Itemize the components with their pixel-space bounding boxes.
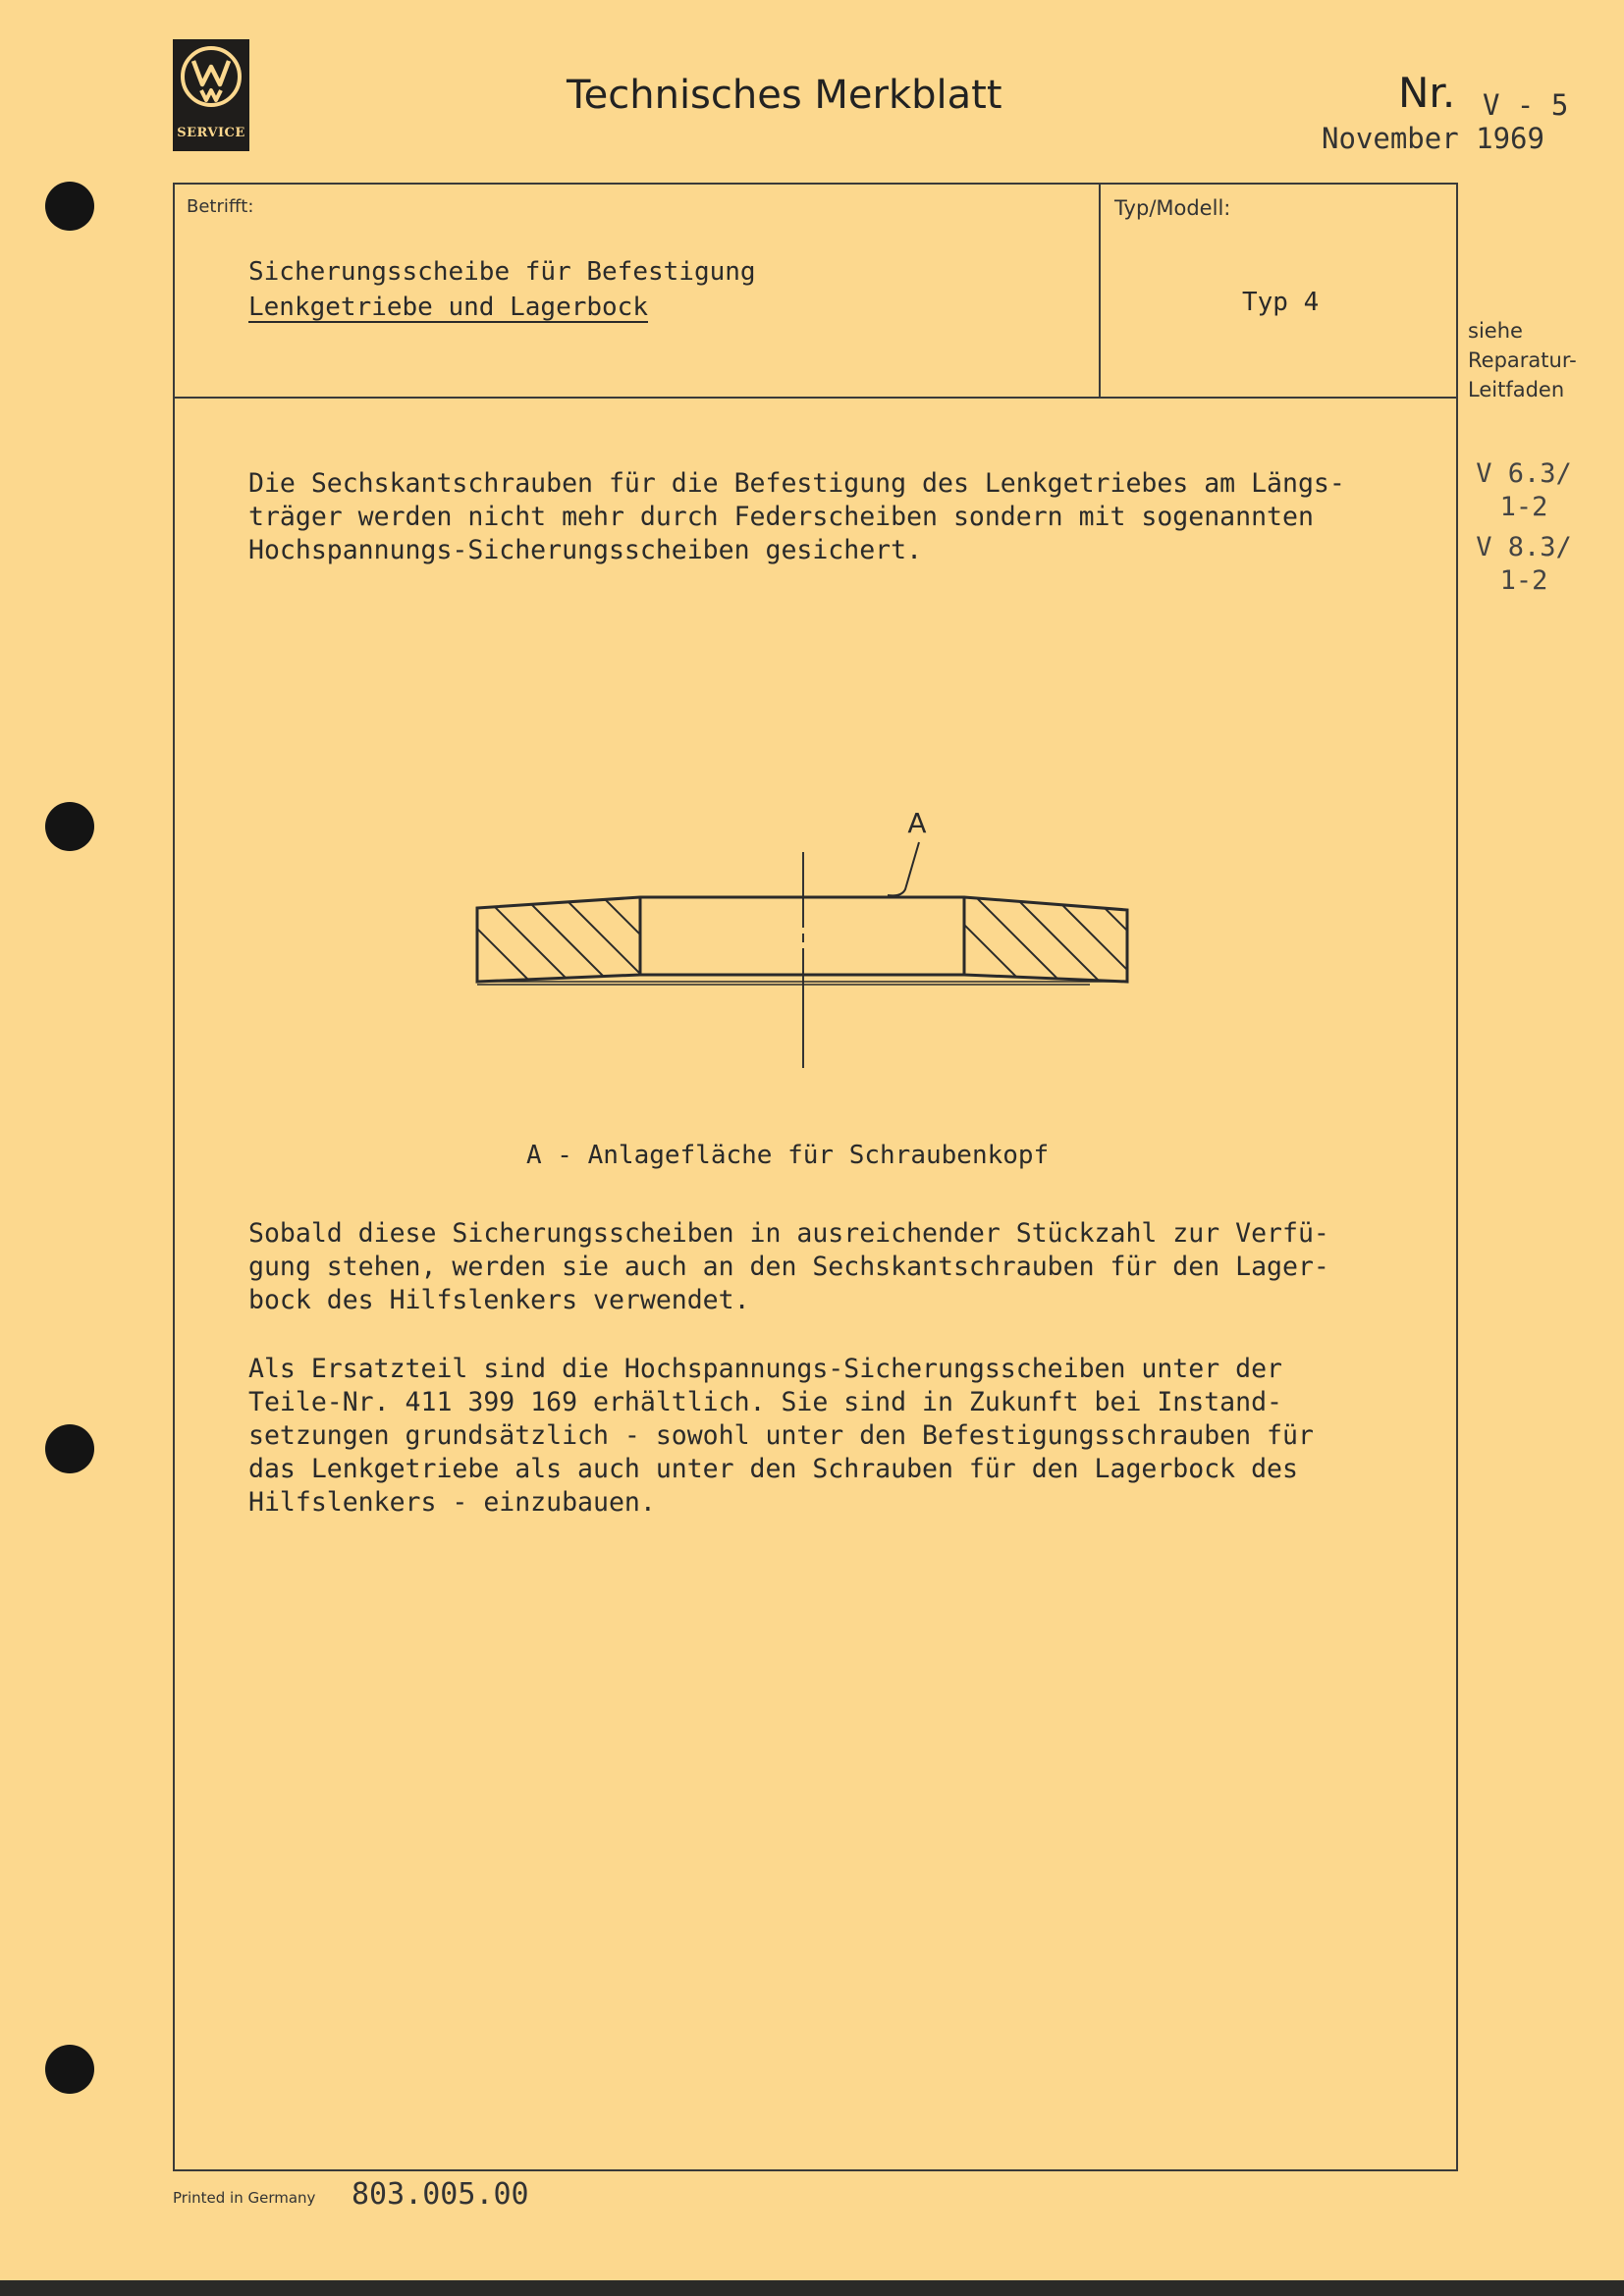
figure-caption: A - Anlagefläche für Schraubenkopf: [526, 1141, 1050, 1170]
side-ref-v63: V 6.3/ 1-2: [1476, 458, 1572, 522]
column-divider: [1099, 183, 1101, 397]
logo-service-text: SERVICE: [177, 126, 245, 140]
figure-label-a: A: [907, 807, 927, 839]
punch-hole: [45, 1424, 94, 1473]
punch-hole: [45, 2045, 94, 2094]
subject-line-2: Lenkgetriebe und Lagerbock: [248, 293, 648, 322]
vw-service-logo: [173, 39, 249, 151]
betrifft-label: Betrifft:: [187, 196, 254, 217]
nr-label: Nr.: [1398, 69, 1456, 117]
punch-hole: [45, 182, 94, 231]
vw-logo-icon: [180, 45, 243, 108]
page-title: Technisches Merkblatt: [567, 73, 1002, 118]
nr-value: V - 5: [1483, 88, 1569, 122]
scan-bottom-edge: [0, 2280, 1624, 2296]
side-reference-label: siehe Reparatur- Leitfaden: [1468, 319, 1577, 401]
body-paragraph-1: Die Sechskantschrauben für die Befestigung des Lenkgetriebes am Längs- träger werden nicht mehr durch Federscheiben sondern mit sogenannten Hochspannungs-Sicherungsscheiben gesichert.: [248, 468, 1345, 565]
typ-value: Typ 4: [1242, 288, 1320, 317]
typ-modell-label: Typ/Modell:: [1114, 196, 1231, 220]
printed-in-germany: Printed in Germany: [173, 2189, 316, 2207]
washer-cross-section-figure: [461, 795, 1139, 1080]
subject-line-1: Sicherungsscheibe für Befestigung: [248, 257, 756, 287]
form-part-number: 803.005.00: [352, 2177, 529, 2212]
body-paragraph-3: Als Ersatzteil sind die Hochspannungs-Sicherungsscheiben unter der Teile-Nr. 411 399 169 erhältlich. Sie sind in Zukunft bei Instand- setzungen grundsätzlich - sowohl unter den Befestigungsschrauben für das Lenkgetriebe als auch unter den Schrauben für den Lagerbock des Hilfslenkers - einzubauen.: [248, 1354, 1314, 1518]
side-ref-v83: V 8.3/ 1-2: [1476, 532, 1572, 596]
header-divider: [173, 397, 1456, 399]
issue-date: November 1969: [1322, 122, 1544, 155]
body-paragraph-2: Sobald diese Sicherungsscheiben in ausreichender Stückzahl zur Verfü- gung stehen, werden sie auch an den Sechskantschrauben für den Lager- bock des Hilfslenkers verwendet.: [248, 1218, 1329, 1315]
punch-hole: [45, 802, 94, 851]
